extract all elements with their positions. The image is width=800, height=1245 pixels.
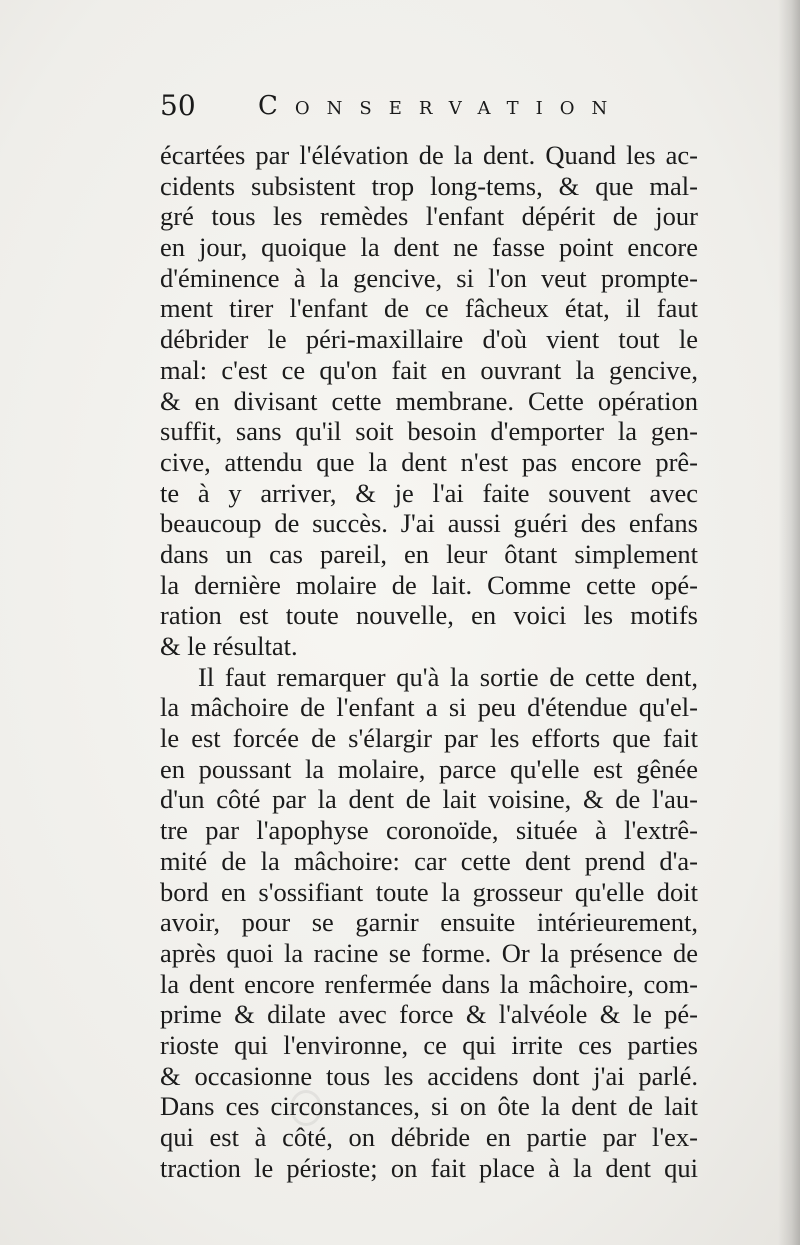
text-line: & le résultat. xyxy=(160,631,298,661)
text-line: la dent encore renfermée dans la mâchoire, com- xyxy=(160,968,698,999)
text-line: tre par l'apophyse coronoïde, située à l'extrê- xyxy=(160,815,698,846)
paragraph-2 xyxy=(160,662,698,1184)
page-header xyxy=(160,86,700,126)
text-line: te à y arriver, & je l'ai faite souvent avec xyxy=(160,477,698,508)
text-line: beaucoup de succès. J'ai aussi guéri des enfans xyxy=(160,508,698,539)
text-line: le est forcée de s'élargir par les efforts que fait xyxy=(160,723,698,754)
text-line: traction le périoste; on fait place à la dent qui xyxy=(160,1152,698,1183)
page-number: 50 xyxy=(160,89,196,122)
text-line: d'un côté par la dent de lait voisine, & de l'au- xyxy=(160,784,698,815)
text-line: bord en s'ossifiant toute la grosseur qu'elle doit xyxy=(160,876,698,907)
text-line: & occasionne tous les accidens dont j'ai parlé. xyxy=(160,1060,698,1091)
text-line: ment tirer l'enfant de ce fâcheux état, il faut xyxy=(160,293,698,324)
text-line: & en divisant cette membrane. Cette opération xyxy=(160,385,698,416)
text-line: cive, attendu que la dent n'est pas encore prê- xyxy=(160,446,698,477)
text-line: la dernière molaire de lait. Comme cette opé- xyxy=(160,569,698,600)
text-line: en poussant la molaire, parce qu'elle est gênée xyxy=(160,753,698,784)
text-line: qui est à côté, on débride en partie par l'ex- xyxy=(160,1122,698,1152)
text-line: prime & dilate avec force & l'alvéole & le pé- xyxy=(160,999,698,1030)
text-line: écartées par l'élévation de la dent. Quand les ac- xyxy=(160,140,698,170)
text-line: mal: c'est ce qu'on fait en ouvrant la gencive, xyxy=(160,354,698,385)
text-line: la mâchoire de l'enfant a si peu d'étendue qu'el- xyxy=(160,692,698,723)
text-line: après quoi la racine se forme. Or la présence de xyxy=(160,937,698,968)
text-line: Il faut remarquer qu'à la sortie de cette dent, xyxy=(198,661,698,692)
text-line: dans un cas pareil, en leur ôtant simplement xyxy=(160,538,698,569)
paragraph-1 xyxy=(160,140,698,662)
text-line: débrider le péri-maxillaire d'où vient tout le xyxy=(160,324,698,355)
text-line: suffit, sans qu'il soit besoin d'emporter la gen- xyxy=(160,416,698,447)
bleed-through-mark xyxy=(290,1090,322,1126)
text-line: rioste qui l'environne, ce qui irrite ces parties xyxy=(160,1029,698,1060)
text-line: d'éminence à la gencive, si l'on veut prompte- xyxy=(160,262,698,293)
text-line: mité de la mâchoire: car cette dent prend d'a- xyxy=(160,845,698,876)
page-edge-shadow xyxy=(778,0,800,1245)
text-line: cidents subsistent trop long-tems, & que mal- xyxy=(160,170,698,201)
body-text xyxy=(160,140,698,1183)
text-line: en jour, quoique la dent ne fasse point encore xyxy=(160,232,698,263)
text-line: avoir, pour se garnir ensuite intérieurement, xyxy=(160,907,698,938)
text-line: ration est toute nouvelle, en voici les motifs xyxy=(160,600,698,631)
text-line: Dans ces circonstances, si on ôte la dent de lait xyxy=(160,1091,698,1122)
text-line: gré tous les remèdes l'enfant dépérit de jour xyxy=(160,201,698,232)
running-head: Conservation xyxy=(258,91,625,121)
